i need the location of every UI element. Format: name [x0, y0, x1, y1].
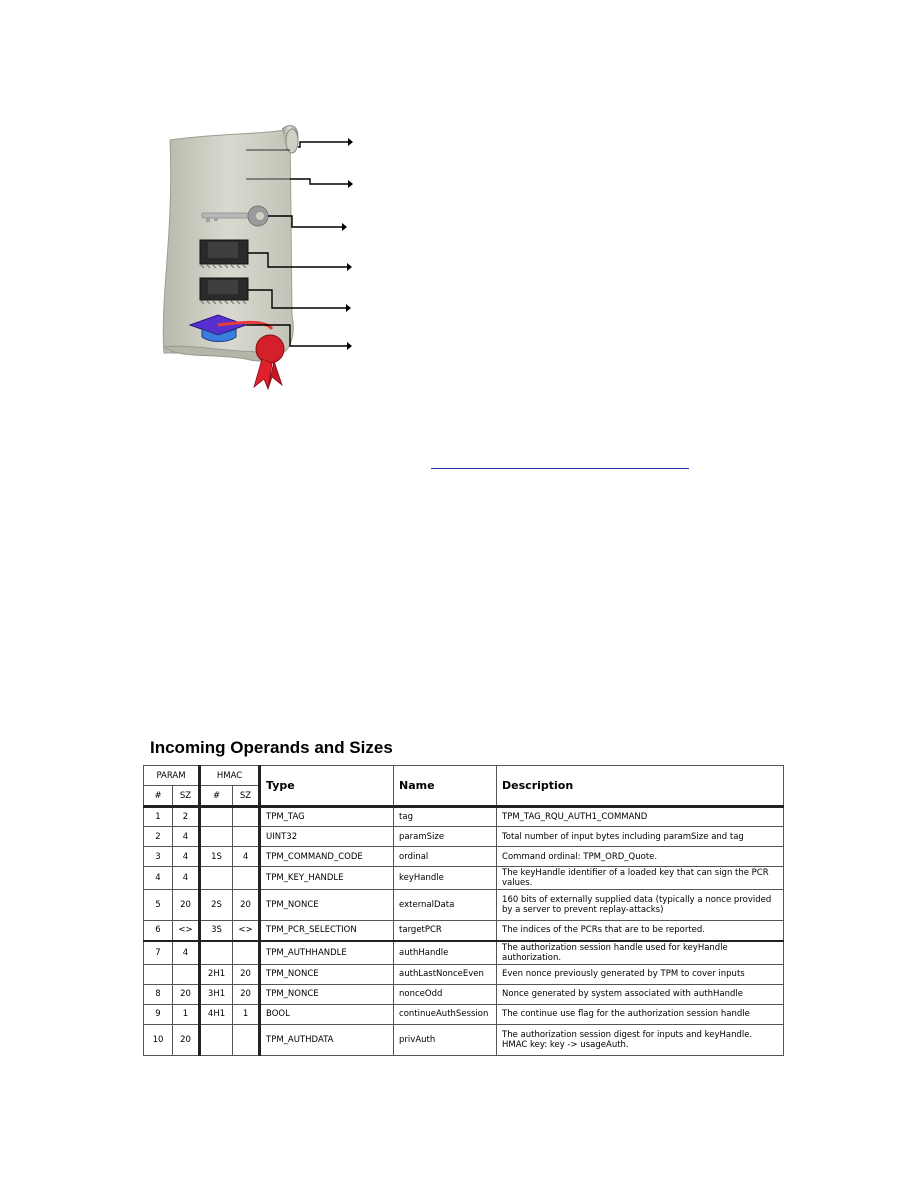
name-cell: authHandle [394, 941, 497, 965]
param-sz-header: SZ [173, 786, 200, 807]
name-cell: continueAuthSession [394, 1004, 497, 1024]
hmac-num-cell: 3H1 [200, 984, 233, 1004]
table-row [144, 867, 784, 890]
param-sz-cell: 20 [173, 1024, 200, 1055]
hmac-sz-cell: 1 [233, 1004, 260, 1024]
param-sz-cell: 4 [173, 867, 200, 890]
incoming-operands-table [143, 765, 784, 1056]
table-row [144, 847, 784, 867]
param-num-cell: 4 [144, 867, 173, 890]
type-cell: TPM_KEY_HANDLE [260, 867, 394, 890]
param-num-cell: 2 [144, 827, 173, 847]
hmac-sz-cell: 4 [233, 847, 260, 867]
table-row [144, 984, 784, 1004]
table-row [144, 1004, 784, 1024]
name-cell: nonceOdd [394, 984, 497, 1004]
type-cell: UINT32 [260, 827, 394, 847]
description-cell: The keyHandle identifier of a loaded key that can sign the PCR values. [497, 867, 784, 890]
hmac-sz-cell: 20 [233, 890, 260, 921]
hmac-num-header: # [200, 786, 233, 807]
chip-icon-2 [200, 278, 248, 304]
table-title: Incoming Operands and Sizes [150, 738, 393, 757]
description-cell: 160 bits of externally supplied data (typically a nonce provided by a server to prevent replay-attacks) [497, 890, 784, 921]
name-cell: privAuth [394, 1024, 497, 1055]
table-row [144, 807, 784, 827]
table-row [144, 921, 784, 941]
name-cell: keyHandle [394, 867, 497, 890]
hmac-sz-cell [233, 827, 260, 847]
description-cell: Total number of input bytes including paramSize and tag [497, 827, 784, 847]
hmac-num-cell: 2H1 [200, 964, 233, 984]
hmac-sz-cell [233, 941, 260, 965]
name-cell: paramSize [394, 827, 497, 847]
param-sz-cell: 4 [173, 941, 200, 965]
param-num-cell: 9 [144, 1004, 173, 1024]
description-column-header: Description [497, 766, 784, 807]
description-cell: The continue use flag for the authorization session handle [497, 1004, 784, 1024]
chip-icon-1 [200, 240, 248, 268]
hmac-num-cell [200, 867, 233, 890]
param-sz-cell: 20 [173, 984, 200, 1004]
name-cell: ordinal [394, 847, 497, 867]
type-cell: TPM_PCR_SELECTION [260, 921, 394, 941]
hmac-num-cell [200, 941, 233, 965]
name-cell: targetPCR [394, 921, 497, 941]
description-cell: Nonce generated by system associated with authHandle [497, 984, 784, 1004]
param-sz-cell: <> [173, 921, 200, 941]
param-sz-cell [173, 964, 200, 984]
type-cell: TPM_COMMAND_CODE [260, 847, 394, 867]
description-cell: The authorization session handle used for keyHandle authorization. [497, 941, 784, 965]
table-row [144, 890, 784, 921]
hmac-sz-cell: 20 [233, 984, 260, 1004]
type-cell: TPM_AUTHDATA [260, 1024, 394, 1055]
param-sz-cell: 4 [173, 847, 200, 867]
type-column-header: Type [260, 766, 394, 807]
param-num-cell: 5 [144, 890, 173, 921]
type-cell: TPM_NONCE [260, 890, 394, 921]
description-cell: Even nonce previously generated by TPM to cover inputs [497, 964, 784, 984]
hmac-num-cell: 3S [200, 921, 233, 941]
hmac-num-cell [200, 807, 233, 827]
hmac-num-cell [200, 827, 233, 847]
description-cell: TPM_TAG_RQU_AUTH1_COMMAND [497, 807, 784, 827]
type-cell: TPM_TAG [260, 807, 394, 827]
hmac-sz-cell: 20 [233, 964, 260, 984]
param-sz-cell: 4 [173, 827, 200, 847]
table-row [144, 964, 784, 984]
param-sz-cell: 20 [173, 890, 200, 921]
param-num-cell: 6 [144, 921, 173, 941]
header-row-groups [144, 766, 784, 786]
type-cell: TPM_AUTHHANDLE [260, 941, 394, 965]
param-sz-cell: 2 [173, 807, 200, 827]
table-row [144, 827, 784, 847]
param-num-cell [144, 964, 173, 984]
name-column-header: Name [394, 766, 497, 807]
table-row [144, 941, 784, 965]
param-num-header: # [144, 786, 173, 807]
hmac-num-cell: 2S [200, 890, 233, 921]
description-cell: The indices of the PCRs that are to be reported. [497, 921, 784, 941]
param-num-cell: 8 [144, 984, 173, 1004]
type-cell: BOOL [260, 1004, 394, 1024]
description-cell: Command ordinal: TPM_ORD_Quote. [497, 847, 784, 867]
tpm-quote-scroll-illustration [150, 115, 380, 405]
param-num-cell: 1 [144, 807, 173, 827]
hmac-sz-cell [233, 807, 260, 827]
hmac-sz-cell: <> [233, 921, 260, 941]
param-sz-cell: 1 [173, 1004, 200, 1024]
hmac-num-cell: 1S [200, 847, 233, 867]
table-row [144, 1024, 784, 1055]
hmac-group-header: HMAC [200, 766, 260, 786]
type-cell: TPM_NONCE [260, 984, 394, 1004]
hmac-num-cell [200, 1024, 233, 1055]
name-cell: externalData [394, 890, 497, 921]
hmac-sz-cell [233, 867, 260, 890]
hmac-sz-header: SZ [233, 786, 260, 807]
hmac-num-cell: 4H1 [200, 1004, 233, 1024]
param-num-cell: 7 [144, 941, 173, 965]
param-group-header: PARAM [144, 766, 200, 786]
type-cell: TPM_NONCE [260, 964, 394, 984]
hmac-sz-cell [233, 1024, 260, 1055]
param-num-cell: 10 [144, 1024, 173, 1055]
name-cell: authLastNonceEven [394, 964, 497, 984]
hyperlink-underline[interactable] [431, 468, 689, 469]
description-cell: The authorization session digest for inputs and keyHandle. HMAC key: key -> usageAuth. [497, 1024, 784, 1055]
param-num-cell: 3 [144, 847, 173, 867]
name-cell: tag [394, 807, 497, 827]
wax-seal-icon [254, 335, 284, 389]
